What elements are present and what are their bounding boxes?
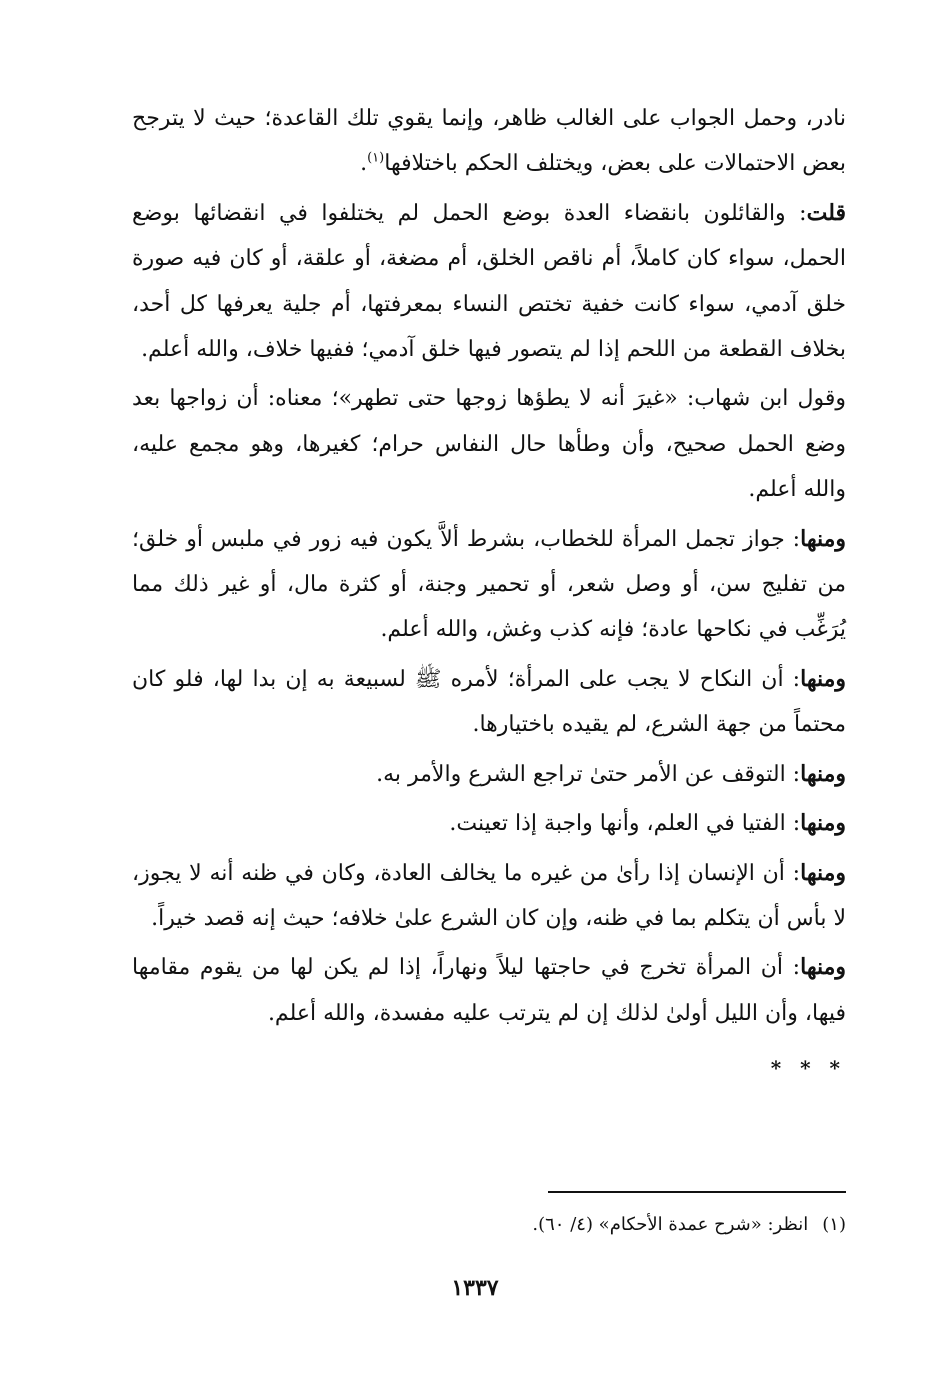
paragraph-text: : التوقف عن الأمر حتىٰ تراجع الشرع والأمر به.: [376, 761, 801, 787]
paragraph-lead: ومنها: [800, 665, 846, 692]
paragraph-2: [132, 191, 846, 373]
footnote-divider: [548, 1191, 846, 1193]
section-separator: * * *: [770, 1056, 846, 1081]
paragraph-lead: قلت: [806, 199, 846, 226]
paragraph-text: : والقائلون بانقضاء العدة بوضع الحمل لم يختلفوا في انقضائها بوضع الحمل، سواء كان كاملاً، أم ناقص الخلق، أم مضغة، أو علقة، أو كان فيه صورة خلق آدمي، سواء كانت خفية تختص النساء بمعرفتها، أم جلية يعرفها كل أحد، بخلاف القطعة من اللحم إذا لم يتصور فيها خلق آدمي؛ ففيها خلاف، والله أعلم.: [132, 200, 846, 363]
paragraph-lead: ومنها: [800, 760, 846, 787]
footnote-text: انظر: «شرح عمدة الأحكام» (٤/ ٦٠).: [532, 1214, 809, 1235]
footnote-reference: (١): [367, 151, 385, 167]
paragraph-text: : أن النكاح لا يجب على المرأة؛ لأمره ﷺ لسبيعة به إن بدا لها، فلو كان محتماً من جهة الشرع، لم يقيده باختيارها.: [132, 666, 846, 738]
paragraph-text: : الفتيا في العلم، وأنها واجبة إذا تعينت.: [449, 811, 801, 837]
paragraph-text: : أن الإنسان إذا رأىٰ من غيره ما يخالف العادة، وكان في ظنه أنه لا يجوز، لا بأس أن يتكلم بما في ظنه، وإن كان الشرع علىٰ خلافه؛ حيث إنه قصد خيراً.: [132, 860, 846, 931]
paragraph-8: [132, 851, 846, 942]
paragraph-lead: ومنها: [800, 810, 846, 837]
footnote-mark: (١): [822, 1214, 846, 1235]
paragraph-9: [132, 945, 846, 1036]
paragraph-lead: ومنها: [800, 859, 846, 886]
paragraph-tail: .: [360, 151, 368, 177]
paragraph-text: نادر، وحمل الجواب على الغالب ظاهر، وإنما يقوي تلك القاعدة؛ حيث لا يترجح بعض الاحتمالات على بعض، ويختلف الحكم باختلافها: [132, 106, 846, 177]
paragraph-4: [132, 517, 846, 653]
paragraph-lead: ومنها: [800, 525, 846, 552]
paragraph-1: [132, 96, 846, 187]
main-text: [132, 96, 846, 1092]
paragraph-lead: ومنها: [800, 954, 846, 981]
footnote: [400, 1210, 846, 1240]
paragraph-7: [132, 801, 846, 846]
paragraph-text: : أن المرأة تخرج في حاجتها ليلاً ونهاراً، إذا لم يكن لها من يقوم مقامها فيها، وأن الليل أولىٰ لذلك إن لم يترتب عليه مفسدة، والله أعلم.: [132, 955, 846, 1026]
paragraph-text: وقول ابن شهاب: «غيرَ أنه لا يطؤها زوجها حتى تطهر»؛ معناه: أن زواجها بعد وضع الحمل صحيح، وأن وطأها حال النفاس حرام؛ كغيرها، وهو مجمع عليه، والله أعلم.: [132, 386, 846, 503]
paragraph-6: [132, 752, 846, 797]
paragraph-3: [132, 376, 846, 512]
page-number: ١٣٣٧: [451, 1275, 499, 1301]
paragraph-text: : جواز تجمل المرأة للخطاب، بشرط ألاَّ يكون فيه زور في ملبس أو خلق؛ من تفليج سن، أو وصل شعر، أو تحمير وجنة، أو كثرة مال، أو غير ذلك مما يُرَغِّب في نكاحها عادة؛ فإنه كذب وغش، والله أعلم.: [132, 526, 846, 643]
paragraph-5: [132, 657, 846, 748]
